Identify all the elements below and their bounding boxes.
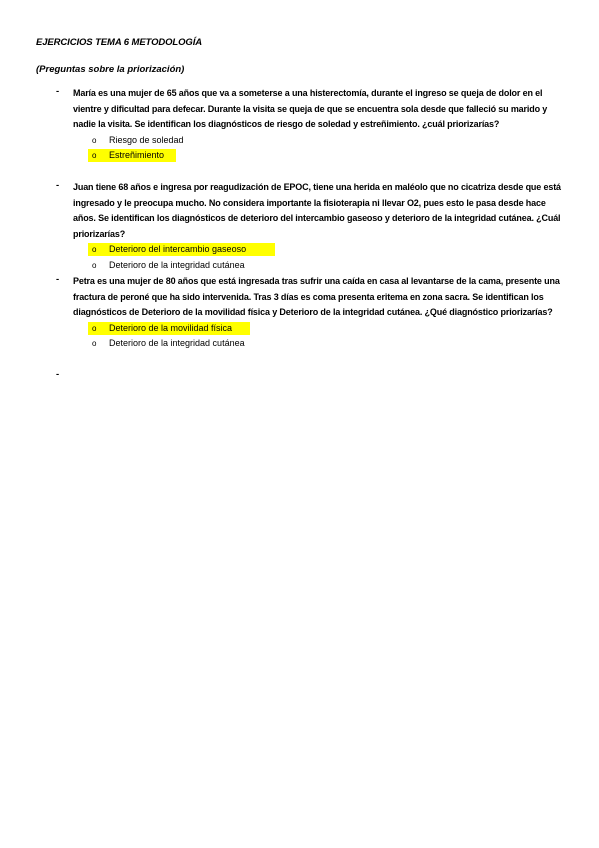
question-1-text: María es una mujer de 65 años que va a someterse a una histerectomía, durante el ingreso se queja de dolor en el vientre y dificultad para defecar. Durante la visita se queja de que se encuentra sola desde que falleció su marido y nadie la visita. Se identifican los diagnósticos de riesgo de soledad y estreñimiento. ¿cuál priorizarías? — [73, 88, 548, 130]
option-label: Estreñimiento — [109, 150, 165, 161]
option-label: Deterioro de la movilidad física — [109, 322, 233, 333]
bullet-icon: o — [92, 151, 97, 161]
question-2-text: Juan tiene 68 años e ingresa por reagudización de EPOC, tiene una herida en maléolo que no cicatriza desde que está ingresado y le preocupa mucho. No considera importante la fisioterapia ni llevar O2, pues esto le pasa desde hace años. Se identifican los diagnósticos de deterioro del intercambio gaseoso y deterioro de la integridad cutánea. ¿Cuál priorizarías? — [73, 182, 561, 239]
bullet-icon: o — [92, 260, 97, 270]
option-item-highlighted — [92, 148, 566, 164]
option-item — [92, 336, 566, 352]
question-2 — [56, 180, 566, 274]
question-3-options — [56, 321, 566, 352]
bullet-icon: o — [92, 339, 97, 349]
document-title: EJERCICIOS TEMA 6 METODOLOGÍA — [36, 37, 203, 48]
option-label: Deterioro de la integridad cutánea — [109, 338, 245, 349]
question-3 — [56, 274, 566, 352]
list-dash: - — [56, 274, 60, 285]
option-label: Deterioro de la integridad cutánea — [109, 259, 245, 270]
option-item-highlighted — [92, 321, 566, 337]
empty-list-dash: - — [56, 369, 60, 380]
option-item — [92, 133, 566, 149]
question-3-text: Petra es una mujer de 80 años que está ingresada tras sufrir una caída en casa al levantarse de la cama, presente una fractura de peroné que ha sido intervenida. Tras 3 días es coma presenta eritema en zona sacra. Se identifican los diagnósticos de Deterioro de la movilidad física y Deterioro de la integridad cutánea. ¿Qué diagnóstico priorizarías? — [73, 276, 560, 318]
option-label: Riesgo de soledad — [109, 134, 184, 145]
question-2-options — [56, 242, 566, 273]
list-dash: - — [56, 86, 60, 97]
option-item-highlighted — [92, 242, 566, 258]
bullet-icon: o — [92, 245, 97, 255]
document-subtitle: (Preguntas sobre la priorización) — [36, 64, 185, 75]
bullet-icon: o — [92, 323, 97, 333]
option-label: Deterioro del intercambio gaseoso — [109, 244, 247, 255]
list-dash: - — [56, 180, 60, 191]
question-1 — [56, 86, 566, 164]
question-1-options — [56, 133, 566, 164]
bullet-icon: o — [92, 135, 97, 145]
option-item — [92, 258, 566, 274]
